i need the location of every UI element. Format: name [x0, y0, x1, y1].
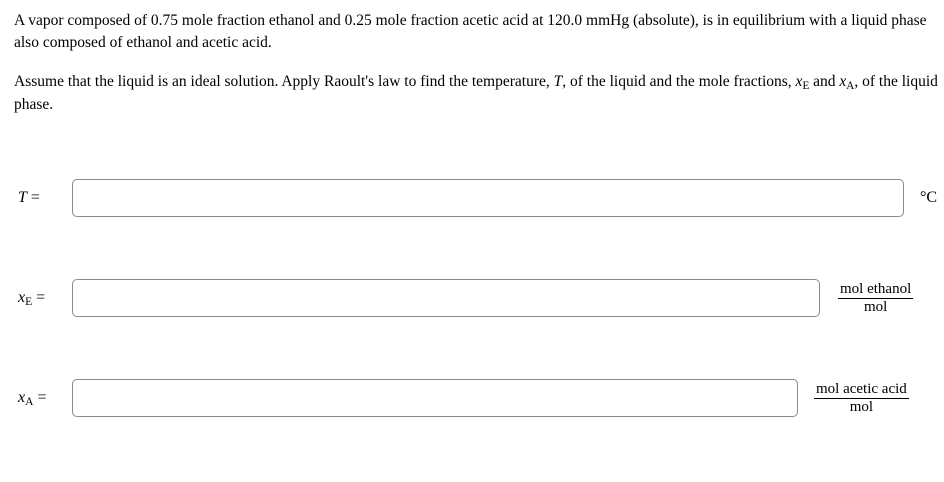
problem-statement-text-1: A vapor composed of 0.75 mole fraction ethanol and 0.25 mole fraction acetic acid at 120.0 mmHg (absolute), is in equilibrium with a liquid phase also composed of ethanol and acetic acid. — [14, 12, 927, 52]
label-xE-equals: = — [36, 288, 46, 306]
label-temperature-variable: T — [18, 189, 27, 207]
problem-statement-text-2c: and — [809, 72, 840, 90]
label-xA-variable: x — [18, 388, 26, 406]
unit-temperature — [920, 189, 937, 207]
label-mole-fraction-ethanol — [14, 289, 72, 308]
answer-fields — [14, 176, 944, 420]
variable-xE-subscript-inline: E — [802, 79, 810, 92]
unit-fraction-ethanol — [838, 281, 913, 316]
label-xA-equals: = — [37, 388, 47, 406]
problem-statement-paragraph-1 — [14, 10, 944, 55]
problem-statement-text-2d: , of the liquid phase. — [14, 72, 938, 113]
mole-fraction-ethanol-input[interactable] — [72, 279, 820, 317]
answer-row-mole-fraction-acetic-acid — [14, 376, 944, 420]
label-mole-fraction-acetic-acid — [14, 389, 72, 408]
unit-fraction-acetic-acid-numerator: mol acetic acid — [816, 381, 907, 398]
problem-statement-paragraph-2 — [14, 71, 944, 116]
variable-T-inline: T — [553, 72, 563, 90]
label-temperature-equals: = — [30, 189, 40, 207]
label-xE-variable: x — [18, 288, 26, 306]
unit-fraction-ethanol-numerator: mol ethanol — [840, 281, 912, 298]
variable-xE-inline: x — [795, 72, 803, 90]
answer-row-mole-fraction-ethanol — [14, 276, 944, 320]
unit-fraction-ethanol-denominator: mol — [838, 298, 913, 316]
problem-statement-text-2a: Assume that the liquid is an ideal solution. Apply Raoult's law to find the temperature, — [14, 72, 554, 90]
label-temperature — [14, 189, 72, 207]
label-xA-subscript: A — [25, 395, 34, 408]
unit-temperature-text: °C — [920, 189, 938, 207]
unit-mole-fraction-acetic-acid — [814, 381, 909, 416]
variable-xA-inline: x — [839, 72, 847, 90]
unit-mole-fraction-ethanol — [838, 281, 913, 316]
temperature-input[interactable] — [72, 179, 904, 217]
mole-fraction-acetic-acid-input[interactable] — [72, 379, 798, 417]
unit-fraction-acetic-acid-denominator: mol — [814, 398, 909, 416]
unit-fraction-acetic-acid — [814, 381, 909, 416]
label-xE-subscript: E — [25, 295, 33, 308]
variable-xA-subscript-inline: A — [846, 79, 855, 92]
problem-statement-text-2b: , of the liquid and the mole fractions, — [562, 72, 796, 90]
answer-row-temperature — [14, 176, 944, 220]
